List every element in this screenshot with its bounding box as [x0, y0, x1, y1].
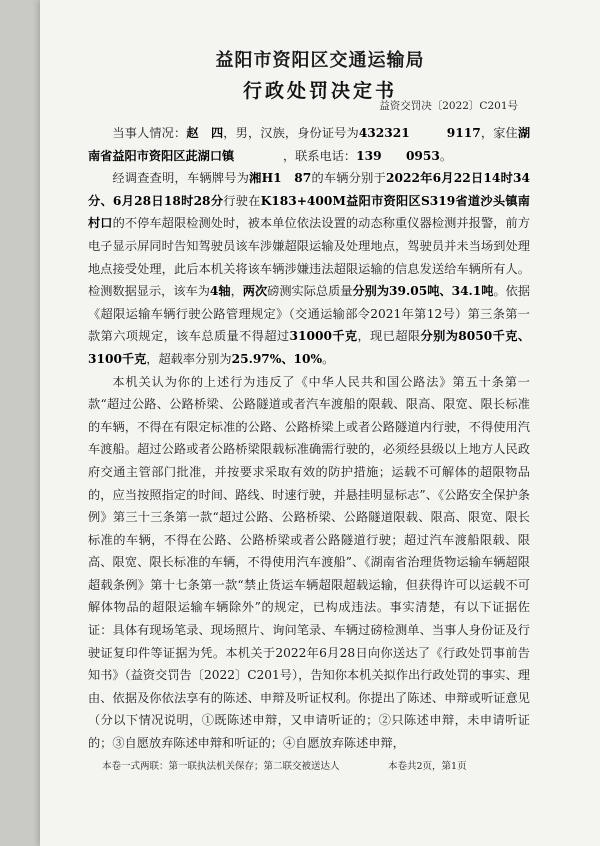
- text-run: ，家住: [480, 126, 518, 140]
- emphasized-text: 分别为39.05吨、34.1吨: [352, 284, 494, 299]
- footer-page-number: 本卷共2页，第1页: [388, 761, 467, 772]
- issuing-authority: 益阳市资阳区交通运输局: [215, 50, 425, 71]
- text-run: 。: [322, 351, 335, 366]
- emphasized-text: 2022年6月22日14时34分、6月28日18时28分: [88, 171, 531, 208]
- party-info-paragraph: [88, 122, 530, 167]
- text-run: ，联系电话：: [234, 148, 357, 163]
- document-title: 行政处罚决定书: [242, 80, 397, 102]
- document-page: [40, 0, 600, 846]
- footer-copy-note: 本卷一式两联：第一联执法机关保存；第二联交被送达人: [102, 761, 340, 772]
- emphasized-text: 31000千克: [289, 329, 358, 344]
- document-number: 益资交罚决〔2022〕C201号: [379, 100, 518, 112]
- text-run: 本机关认为你的上述行为违反了《中华人民共和国公路法》第五十条第一款“超过公路、公路桥梁、公路隧道或者汽车渡船的限载、限高、限宽、限长标准的车辆，不得在有限定标准的公路、公路桥梁上或者公路隧道内行驶，不得使用汽车渡船。超过公路或者公路桥梁限载标准确需行驶的，必须经县级以上地方人民政府交通主管部门批准，并按要求采取有效的防护措施；运载不可解体的超限物品的，应当按照指定的时间、路线、时速行驶，并悬挂明显标志”、《公路安全保护条例》第三十三条第一款“超过公路、公路桥梁、公路隧道限载、限高、限宽、限长标准的车辆，不得在公路、公路桥梁或者公路隧道行驶；超过汽车渡船限载、限高、限宽、限长标准的车辆，不得使用汽车渡船”、《湖南省治理货物运输车辆超限超载条例》第十七条第一款“禁止货运车辆超限超载运输，但获得许可以运载不可解体物品的超限运输车辆除外”的规定，已构成违法。事实清楚，有以下证据佐证：具体有现场笔录、现场照片、询问笔录、车辆过磅检测单、当事人身份证及行驶证复印件等证据为凭。本机关于2022年6月28日向你送达了《行政处罚事前告知书》（益资交罚告〔2022〕C201号），告知你本机关拟作出行政处罚的事实、理由、依据及你依法享有的陈述、申辩及听证权利。你提出了陈述、申辩或听证意见（分以下情况说明，①既陈述申辩，又申请听证的；②只陈述申辩，未申请听证的；③自愿放弃陈述申辩和听证的；④自愿放弃陈述申辩，: [88, 374, 530, 751]
- emphasized-text: 分别为8050千克、3100千克: [88, 329, 531, 366]
- text-run: ，现已超限: [357, 329, 421, 344]
- emphasized-text: 4轴: [209, 284, 231, 299]
- text-run: ，超载率分别为: [146, 351, 232, 366]
- text-run: 的车辆分别于: [311, 171, 387, 186]
- emphasized-text: 两次: [242, 284, 268, 299]
- document-body: [88, 122, 530, 755]
- left-background-strip: [0, 0, 40, 846]
- text-run: 经调查查明，车辆牌号为: [112, 171, 250, 186]
- text-run: 。: [439, 148, 453, 163]
- text-run: ，男，汉族，身份证号为: [223, 126, 359, 140]
- emphasized-text: 432321 9117: [358, 126, 481, 140]
- emphasized-text: 湖南省益阳市资阳区茈湖口镇: [88, 126, 531, 163]
- emphasized-text: K183+400M益阳市资阳区S319省道沙头镇南村口: [88, 193, 530, 231]
- legal-basis-paragraph: [88, 371, 530, 755]
- emphasized-text: 139 0953: [356, 148, 440, 163]
- text-run: 行驶在: [223, 193, 261, 208]
- text-run: ，: [230, 284, 243, 299]
- text-run: 当事人情况：: [112, 126, 187, 140]
- investigation-findings-paragraph: [88, 167, 530, 370]
- emphasized-text: 25.97%、10%: [231, 351, 323, 366]
- emphasized-text: 湘H1 87: [249, 171, 312, 186]
- text-run: 的不停车超限检测处时，被本单位依法设置的动态称重仪器检测并报警，前方电子显示屏同时告知驾驶员该车涉嫌超限运输及处理地点，驾驶员并未当场到处理地点接受处理，此后本机关将该车辆涉嫌违法超限运输的信息发送给车辆所有人。检测数据显示，该车为: [88, 216, 531, 299]
- text-run: 磅测实际总质量: [267, 284, 353, 299]
- text-run: 。依据《超限运输车辆行驶公路管理规定》（交通运输部令2021年第12号）第三条第一款第六项规定，该车总质量不得超过: [88, 284, 531, 344]
- emphasized-text: 赵 四: [186, 126, 224, 140]
